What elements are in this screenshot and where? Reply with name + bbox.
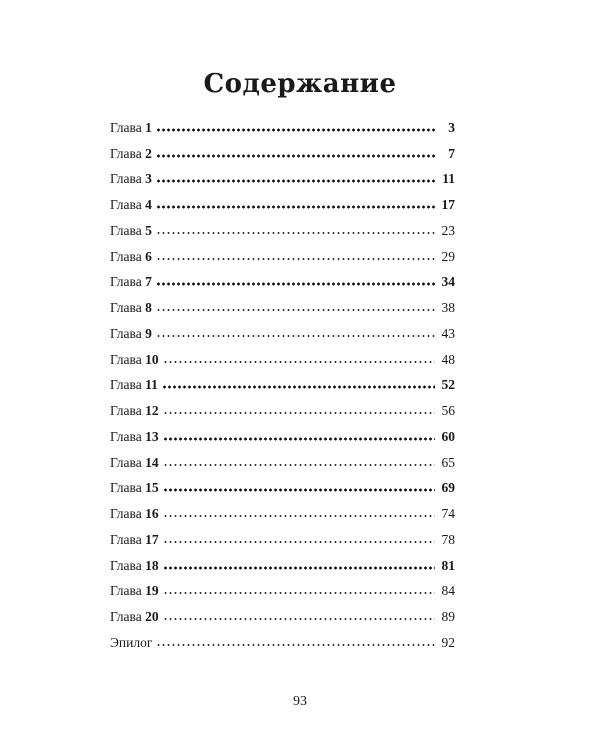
dot-leader	[163, 617, 435, 621]
toc-entry-page: 81	[441, 557, 455, 573]
dot-leader	[163, 437, 435, 441]
toc-entry[interactable]	[110, 450, 455, 476]
toc-entry-page: 17	[441, 197, 455, 213]
dot-leader	[162, 385, 435, 389]
toc-entry-label: Глава	[110, 248, 146, 264]
toc-entry-number: 1	[145, 119, 152, 135]
toc-entry-number: 4	[145, 197, 152, 213]
toc-entry-number: 18	[145, 557, 159, 573]
dot-leader	[156, 257, 435, 261]
toc-entry-page: 34	[441, 274, 455, 290]
dot-leader	[156, 643, 435, 647]
toc-entry-page: 89	[441, 609, 455, 625]
toc-entry-label: Глава	[110, 197, 146, 213]
toc-entry-number: 5	[145, 222, 152, 238]
toc-entry[interactable]	[110, 398, 455, 424]
dot-leader	[163, 566, 435, 570]
toc-entry-page: 11	[442, 171, 455, 187]
toc-entry-number: 7	[145, 274, 152, 290]
toc-entry-number: 2	[145, 145, 152, 161]
toc-entry[interactable]	[110, 501, 455, 527]
toc-entry[interactable]	[110, 295, 455, 321]
toc-entry-label: Глава	[110, 609, 146, 625]
toc-entry-page: 69	[441, 480, 455, 496]
toc-entry-label: Глава	[110, 377, 146, 393]
dot-leader	[163, 463, 435, 467]
toc-entry-label: Глава	[110, 325, 146, 341]
toc-entry[interactable]	[110, 347, 455, 373]
toc-entry-page: 74	[441, 506, 455, 522]
toc-entry-page: 29	[441, 248, 455, 264]
toc-entry-number: 14	[145, 454, 159, 470]
toc-entry[interactable]	[110, 630, 455, 656]
dot-leader	[156, 179, 435, 183]
toc-entry-label: Глава	[110, 557, 146, 573]
toc-entry[interactable]	[110, 579, 455, 605]
dot-leader	[163, 514, 435, 518]
toc-entry-page: 56	[441, 403, 455, 419]
toc-entry-page: 38	[441, 300, 455, 316]
toc-entry-page: 84	[441, 583, 455, 599]
toc-entry-number: 3	[145, 171, 152, 187]
toc-entry-label: Глава	[110, 506, 146, 522]
toc-entry-label: Глава	[110, 428, 146, 444]
toc-entry-number: 9	[145, 325, 152, 341]
toc-entry-page: 60	[441, 428, 455, 444]
toc-entry-page: 52	[441, 377, 455, 393]
toc-entry-label: Глава	[110, 222, 146, 238]
toc-entry[interactable]	[110, 192, 455, 218]
toc-entry-number: 19	[145, 583, 159, 599]
toc-entry[interactable]	[110, 604, 455, 630]
dot-leader	[156, 231, 435, 235]
toc-entry-number: 17	[145, 531, 159, 547]
toc-entry-label: Глава	[110, 119, 146, 135]
dot-leader	[156, 334, 435, 338]
toc-entry-label: Глава	[110, 454, 146, 470]
toc-entry-number: 16	[145, 506, 159, 522]
toc-entry[interactable]	[110, 218, 455, 244]
toc-entry-number: 15	[145, 480, 159, 496]
dot-leader	[163, 360, 435, 364]
toc-entry[interactable]	[110, 527, 455, 553]
toc-entry[interactable]	[110, 167, 455, 193]
toc-entry-page: 7	[448, 145, 455, 161]
toc-entry-label: Глава	[110, 531, 146, 547]
dot-leader	[156, 282, 435, 286]
toc-entry[interactable]	[110, 244, 455, 270]
dot-leader	[163, 591, 435, 595]
toc-entry-number: 6	[145, 248, 152, 264]
dot-leader	[156, 154, 435, 158]
toc-entry-number: 10	[145, 351, 159, 367]
toc-entry-label: Глава	[110, 583, 146, 599]
page-number: 93	[293, 694, 307, 709]
toc-entry[interactable]	[110, 373, 455, 399]
dot-leader	[163, 488, 435, 492]
toc-entry[interactable]	[110, 553, 455, 579]
dot-leader	[156, 205, 435, 209]
dot-leader	[163, 411, 435, 415]
toc-entry[interactable]	[110, 476, 455, 502]
toc-entry-label: Глава	[110, 351, 146, 367]
toc-entry-label: Глава	[110, 403, 146, 419]
toc-entry-number: 20	[145, 609, 159, 625]
toc-entry[interactable]	[110, 270, 455, 296]
toc-entry-page: 48	[441, 351, 455, 367]
dot-leader	[156, 308, 435, 312]
toc-entry-number: 11	[145, 377, 158, 393]
dot-leader	[163, 540, 435, 544]
toc-entry-number: 12	[145, 403, 159, 419]
toc-entry-label: Глава	[110, 480, 146, 496]
toc-entry-label: Глава	[110, 300, 146, 316]
toc-entry-number: 13	[145, 428, 159, 444]
toc-entry[interactable]	[110, 424, 455, 450]
toc-entry-page: 23	[441, 222, 455, 238]
toc-entry-number: 8	[145, 300, 152, 316]
toc-entry-page: 92	[441, 634, 455, 650]
toc-entry-page: 65	[441, 454, 455, 470]
toc-entry-label: Глава	[110, 145, 146, 161]
toc-entry[interactable]	[110, 321, 455, 347]
toc-entry-label: Глава	[110, 171, 146, 187]
table-of-contents	[110, 115, 455, 656]
toc-entry[interactable]	[110, 141, 455, 167]
toc-entry-page: 3	[448, 119, 455, 135]
toc-entry-page: 43	[441, 325, 455, 341]
toc-entry-label: Глава	[110, 274, 146, 290]
toc-entry[interactable]	[110, 115, 455, 141]
dot-leader	[156, 128, 435, 132]
toc-entry-label: Эпилог	[110, 634, 153, 650]
page-title: Содержание	[203, 69, 397, 100]
toc-entry-page: 78	[441, 531, 455, 547]
